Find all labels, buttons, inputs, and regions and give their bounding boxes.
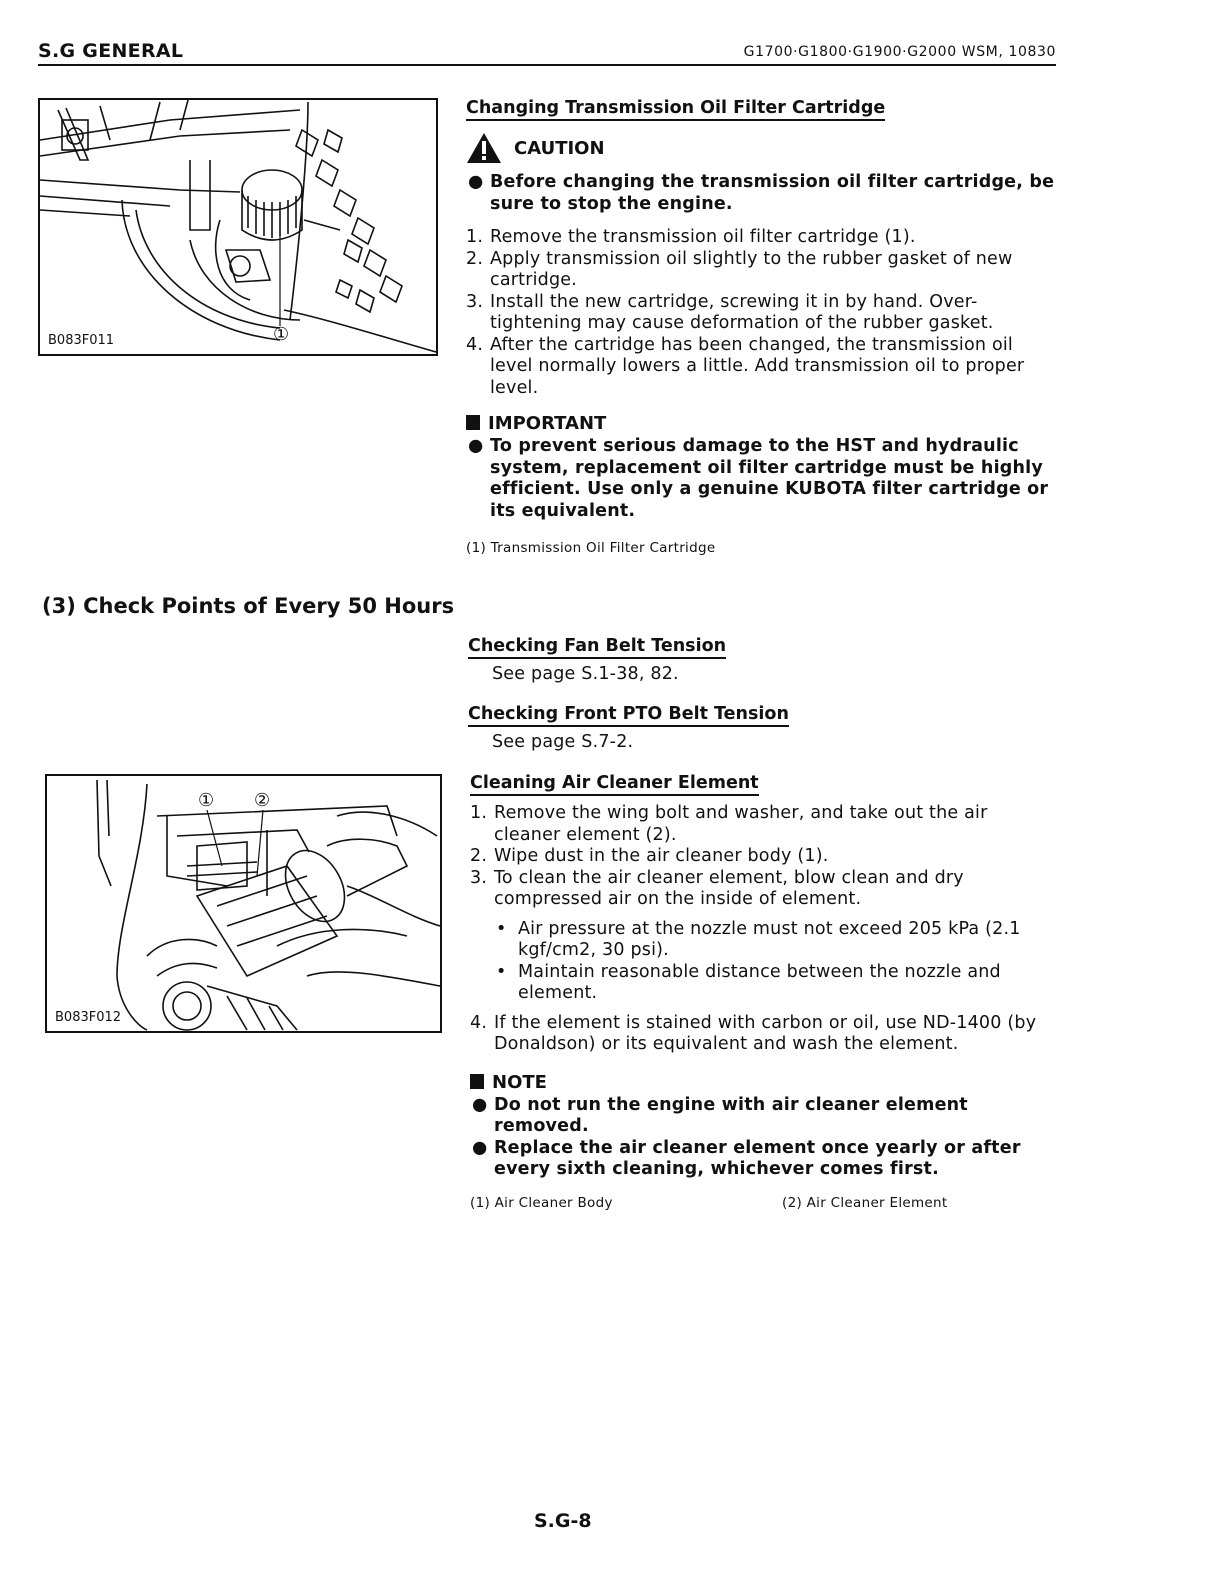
list-item: 4. If the element is stained with carbon or oil, use ND-1400 (by Donaldson) or its equivalent and wash the element.	[470, 1012, 1037, 1054]
figure2-callout-1: ①	[198, 790, 215, 811]
important-item: ● To prevent serious damage to the HST and hydraulic system, replacement oil filter cartridge must be highly efficient. Use only a genuine KUBOTA filter cartridge or its equivalent.	[468, 436, 1049, 521]
fan-belt-section	[468, 636, 1058, 686]
square-bullet-icon	[466, 415, 480, 430]
pto-belt-section	[468, 704, 1058, 754]
pto-belt-title: Checking Front PTO Belt Tension	[468, 704, 789, 727]
list-item: 3. Install the new cartridge, screwing it in by hand. Over-tightening may cause deformation of the rubber gasket.	[466, 291, 994, 333]
fan-belt-title: Checking Fan Belt Tension	[468, 636, 726, 659]
transmission-filter-section	[466, 98, 1056, 556]
fan-belt-reference: See page S.1-38, 82.	[492, 664, 679, 684]
list-item: 1. Remove the transmission oil filter cartridge (1).	[466, 227, 916, 247]
transmission-filter-title: Changing Transmission Oil Filter Cartridge	[466, 98, 885, 121]
figure1-code: B083F011	[48, 333, 115, 348]
air-cleaner-title: Cleaning Air Cleaner Element	[470, 773, 759, 796]
figure2-callout-2: ②	[254, 790, 271, 811]
list-item: • Maintain reasonable distance between the nozzle and element.	[496, 961, 1001, 1003]
figure2-legend	[470, 1195, 1058, 1211]
list-item: 2. Apply transmission oil slightly to the rubber gasket of new cartridge.	[466, 248, 1013, 290]
note-item: ● Do not run the engine with air cleaner element removed.	[472, 1094, 968, 1136]
caution-label: CAUTION	[514, 137, 605, 159]
figure1-legend: (1) Transmission Oil Filter Cartridge	[466, 540, 716, 556]
check-points-heading: (3) Check Points of Every 50 Hours	[42, 594, 455, 618]
caution-item: ● Before changing the transmission oil filter cartridge, be sure to stop the engine.	[468, 172, 1055, 214]
list-item: 2. Wipe dust in the air cleaner body (1).	[470, 846, 829, 866]
air-cleaner-sub-bullets	[494, 919, 1058, 1005]
air-cleaner-steps	[470, 803, 1058, 911]
air-cleaner-section	[470, 773, 1058, 1211]
figure1-callout: ①	[273, 324, 290, 345]
air-cleaner-illustration	[47, 776, 440, 1031]
note-list	[470, 1095, 1058, 1181]
list-item: • Air pressure at the nozzle must not exceed 205 kPa (2.1 kgf/cm2, 30 psi).	[496, 918, 1021, 960]
model-header: G1700·G1800·G1900·G2000 WSM, 10830	[743, 44, 1056, 60]
note-item: ● Replace the air cleaner element once yearly or after every sixth cleaning, whichever comes first.	[472, 1137, 1021, 1179]
header-rule	[38, 64, 1056, 66]
figure2-code: B083F012	[55, 1010, 122, 1025]
note-heading: NOTE	[470, 1072, 1058, 1093]
air-cleaner-step-4	[470, 1013, 1058, 1056]
transmission-filter-steps	[466, 227, 1056, 399]
section-header: S.G GENERAL	[38, 40, 184, 62]
caution-list	[466, 172, 1056, 215]
page-number: S.G-8	[534, 1510, 592, 1532]
oil-filter-illustration	[40, 100, 436, 354]
square-bullet-icon	[470, 1074, 484, 1089]
important-list	[466, 436, 1056, 522]
figure-oil-filter	[38, 98, 438, 356]
list-item: 1. Remove the wing bolt and washer, and take out the air cleaner element (2).	[470, 803, 988, 845]
important-heading: IMPORTANT	[466, 413, 1056, 434]
legend-air-cleaner-element: (2) Air Cleaner Element	[782, 1194, 948, 1211]
list-item: 3. To clean the air cleaner element, blow clean and dry compressed air on the inside of element.	[470, 867, 964, 909]
legend-air-cleaner-body: (1) Air Cleaner Body	[470, 1194, 613, 1211]
list-item: 4. After the cartridge has been changed, the transmission oil level normally lowers a little. Add transmission oil to proper level.	[466, 334, 1025, 398]
figure-air-cleaner	[45, 774, 442, 1033]
caution-warning-icon	[466, 132, 502, 164]
pto-belt-reference: See page S.7-2.	[492, 732, 634, 752]
